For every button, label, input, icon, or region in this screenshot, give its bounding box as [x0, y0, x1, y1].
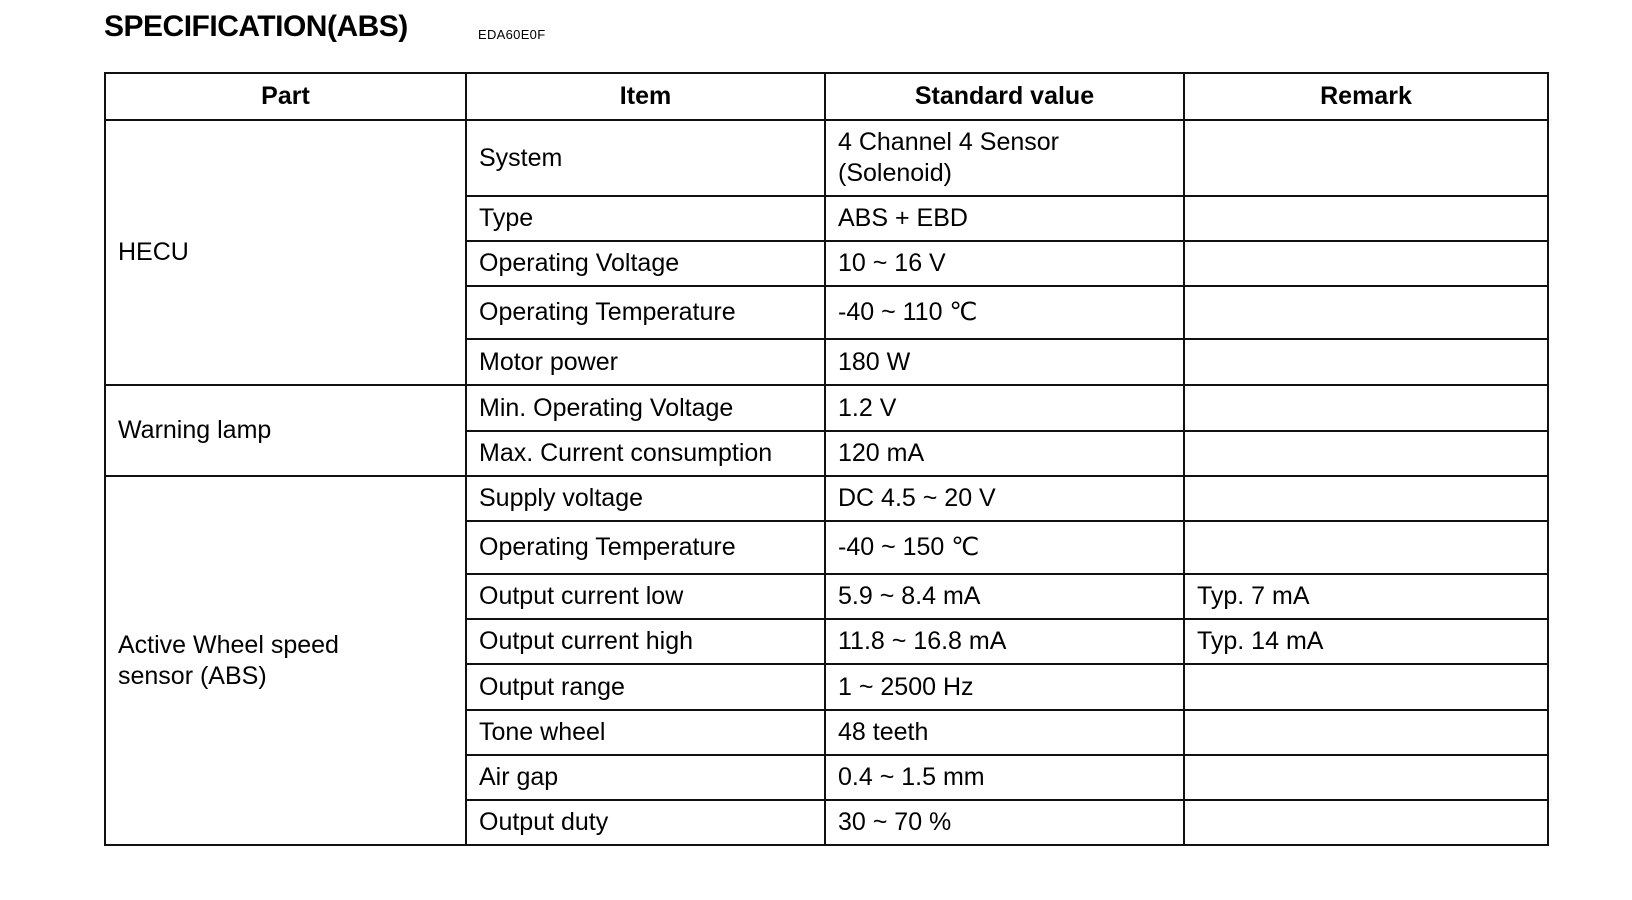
remark-cell	[1184, 800, 1548, 845]
value-cell: 120 mA	[825, 431, 1184, 476]
item-cell: Min. Operating Voltage	[466, 385, 825, 431]
table-row	[105, 120, 1548, 196]
part-cell-warning-lamp: Warning lamp	[105, 385, 466, 476]
document-code: EDA60E0F	[478, 27, 546, 42]
header-row	[105, 73, 1548, 120]
value-cell: 11.8 ~ 16.8 mA	[825, 619, 1184, 664]
remark-cell	[1184, 286, 1548, 339]
item-cell: Type	[466, 196, 825, 241]
item-cell: Output range	[466, 664, 825, 710]
table-row	[105, 476, 1548, 521]
remark-cell	[1184, 120, 1548, 196]
remark-cell	[1184, 431, 1548, 476]
remark-cell	[1184, 476, 1548, 521]
part-line: Active Wheel speed	[118, 630, 339, 659]
value-cell: -40 ~ 110 ℃	[825, 286, 1184, 339]
value-cell: -40 ~ 150 ℃	[825, 521, 1184, 574]
remark-cell	[1184, 385, 1548, 431]
remark-cell	[1184, 241, 1548, 286]
remark-cell	[1184, 196, 1548, 241]
item-cell: Operating Voltage	[466, 241, 825, 286]
value-line: (Solenoid)	[838, 159, 952, 187]
remark-cell	[1184, 339, 1548, 385]
remark-cell	[1184, 521, 1548, 574]
header-standard-value: Standard value	[825, 73, 1184, 120]
value-cell: 180 W	[825, 339, 1184, 385]
item-cell: Air gap	[466, 755, 825, 800]
value-cell	[825, 120, 1184, 196]
value-cell: 48 teeth	[825, 710, 1184, 755]
header-remark: Remark	[1184, 73, 1548, 120]
value-cell: ABS + EBD	[825, 196, 1184, 241]
header-item: Item	[466, 73, 825, 120]
remark-cell	[1184, 710, 1548, 755]
value-cell: 30 ~ 70 %	[825, 800, 1184, 845]
value-cell: 1.2 V	[825, 385, 1184, 431]
item-cell: Operating Temperature	[466, 521, 825, 574]
item-cell: Motor power	[466, 339, 825, 385]
item-cell: Supply voltage	[466, 476, 825, 521]
remark-cell: Typ. 7 mA	[1184, 574, 1548, 619]
item-cell: Max. Current consumption	[466, 431, 825, 476]
part-line: sensor (ABS)	[118, 661, 267, 690]
item-cell: Output duty	[466, 800, 825, 845]
value-cell: 10 ~ 16 V	[825, 241, 1184, 286]
remark-cell	[1184, 755, 1548, 800]
table-row	[105, 385, 1548, 431]
part-cell-wheel-speed-sensor	[105, 476, 466, 845]
specification-table	[104, 72, 1549, 846]
remark-cell: Typ. 14 mA	[1184, 619, 1548, 664]
value-cell: 5.9 ~ 8.4 mA	[825, 574, 1184, 619]
header-part: Part	[105, 73, 466, 120]
part-cell-hecu: HECU	[105, 120, 466, 385]
item-cell: Output current low	[466, 574, 825, 619]
document-title: SPECIFICATION(ABS)	[104, 10, 408, 43]
item-cell: Output current high	[466, 619, 825, 664]
value-line: 4 Channel 4 Sensor	[838, 128, 1059, 156]
item-cell: System	[466, 120, 825, 196]
value-cell: DC 4.5 ~ 20 V	[825, 476, 1184, 521]
item-cell: Tone wheel	[466, 710, 825, 755]
value-cell: 1 ~ 2500 Hz	[825, 664, 1184, 710]
item-cell: Operating Temperature	[466, 286, 825, 339]
remark-cell	[1184, 664, 1548, 710]
value-cell: 0.4 ~ 1.5 mm	[825, 755, 1184, 800]
